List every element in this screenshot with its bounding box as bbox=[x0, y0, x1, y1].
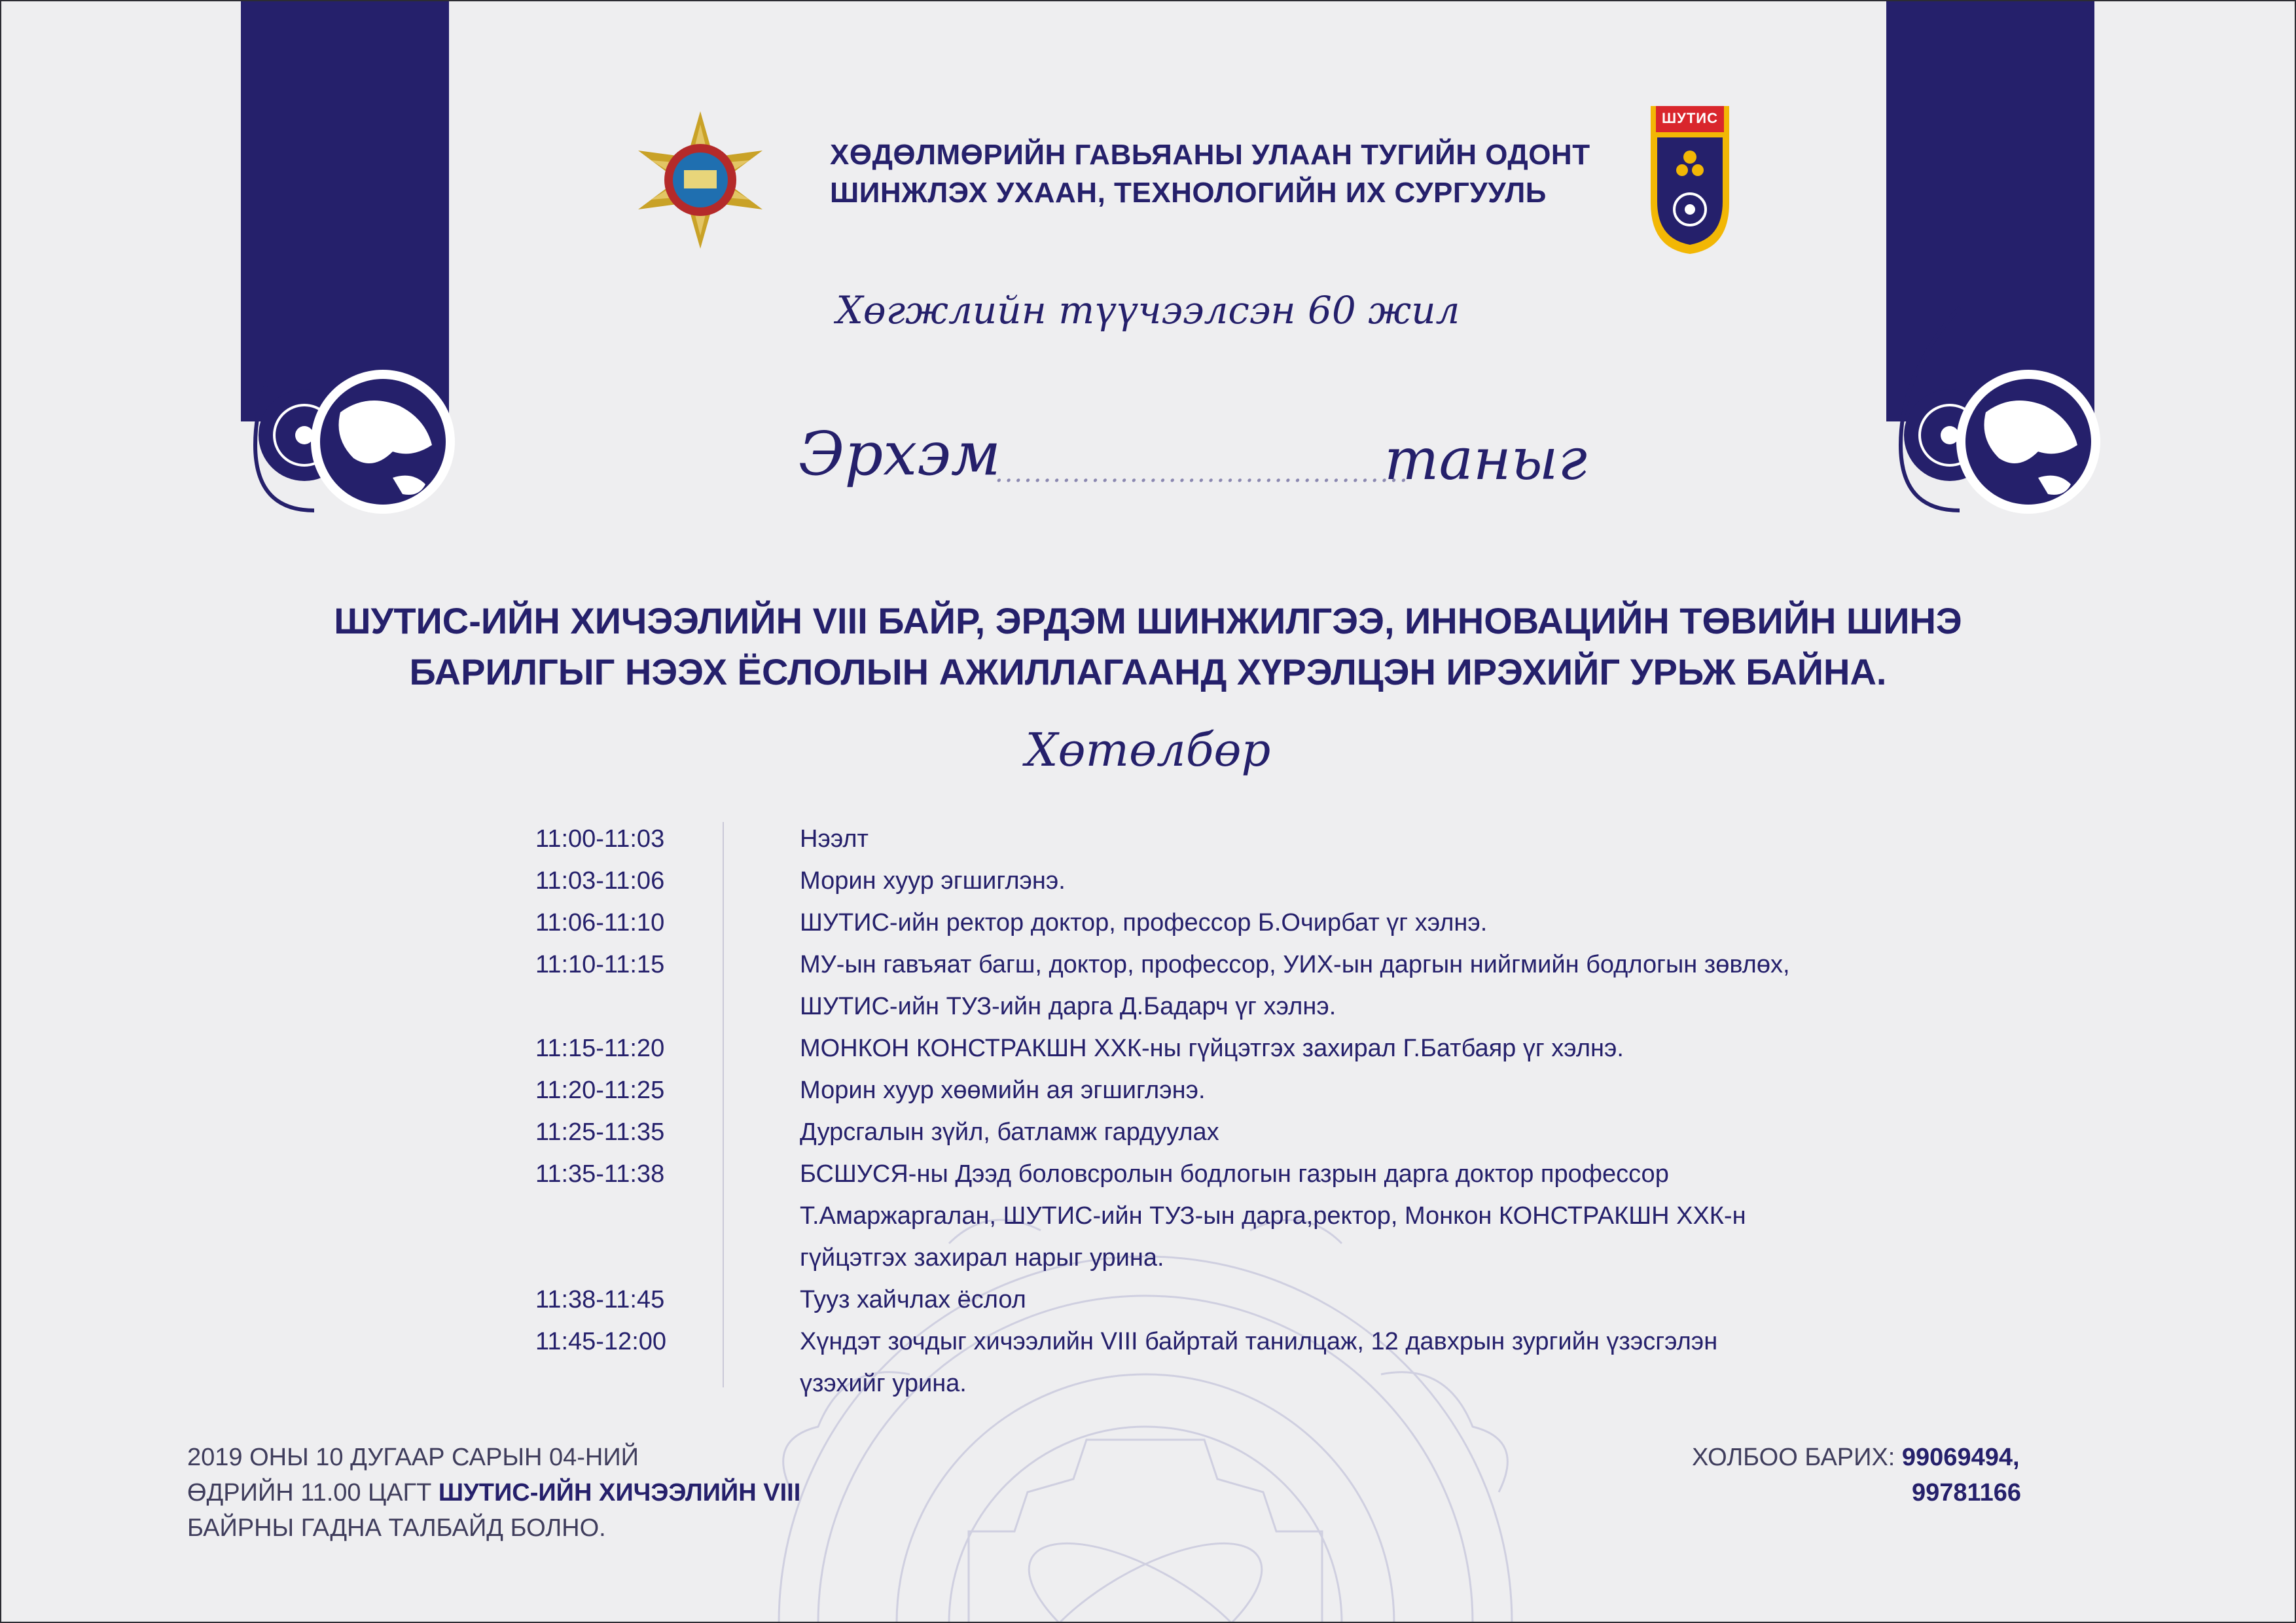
schedule-description-line: Морин хуур эгшиглэнэ. bbox=[800, 867, 1066, 895]
contact-phone2: 99781166 bbox=[1912, 1479, 2021, 1507]
contact-label: ХОЛБОО БАРИХ: bbox=[1692, 1444, 1902, 1471]
schedule-time: 11:15-11:20 bbox=[535, 1035, 665, 1062]
schedule-description-line: Дурсгалын зүйл, батламж гардуулах bbox=[800, 1118, 1219, 1146]
schedule-description-line: гүйцэтгэх захирал нарыг урина. bbox=[800, 1244, 1164, 1272]
schedule-description-line: Т.Амаржаргалан, ШУТИС-ийн ТУЗ-ын дарга,ректор, Монкон КОНСТРАКШН ХХК-н bbox=[800, 1202, 1746, 1230]
event-date: 2019 ОНЫ 10 ДУГААР САРЫН 04-НИЙ bbox=[187, 1444, 639, 1471]
schedule-time: 11:00-11:03 bbox=[535, 825, 665, 853]
schedule-description-line: МОНКОН КОНСТРАКШН ХХК-ны гүйцэтгэх захирал Г.Батбаяр үг хэлнэ. bbox=[800, 1035, 1624, 1062]
logo-text: ШУТИС bbox=[1662, 110, 1718, 126]
event-building: ШУТИС-ИЙН ХИЧЭЭЛИЙН VIII bbox=[438, 1479, 801, 1507]
event-time: ӨДРИЙН 11.00 ЦАГТ bbox=[187, 1479, 439, 1507]
schedule-time: 11:35-11:38 bbox=[535, 1160, 665, 1188]
schedule-time: 11:20-11:25 bbox=[535, 1077, 665, 1104]
schedule-time: 11:45-12:00 bbox=[535, 1328, 667, 1355]
schedule-description-line: ШУТИС-ийн ректор доктор, профессор Б.Очирбат үг хэлнэ. bbox=[800, 909, 1488, 936]
schedule-description-line: Нээлт bbox=[800, 825, 869, 853]
invitation-line1: ШУТИС-ИЙН ХИЧЭЭЛИЙН VIII БАЙР, ЭРДЭМ ШИНЖИЛГЭЭ, ИННОВАЦИЙН ТӨВИЙН ШИНЭ bbox=[334, 600, 1962, 641]
schedule-time: 11:06-11:10 bbox=[535, 909, 665, 936]
schedule-description-line: Тууз хайчлах ёслол bbox=[800, 1286, 1026, 1313]
contact-phone1: 99069494, bbox=[1901, 1444, 2020, 1471]
schedule-time: 11:25-11:35 bbox=[535, 1118, 665, 1146]
schedule-description-line: МУ-ын гавъяат багш, доктор, профессор, УИХ-ын даргын нийгмийн бодлогын зөвлөх, bbox=[800, 951, 1790, 978]
program-title: Хөтөлбөр bbox=[1025, 723, 1271, 777]
schedule-description-line: ШУТИС-ийн ТУЗ-ийн дарга Д.Бадарч үг хэлнэ. bbox=[800, 993, 1336, 1020]
tagline: Хөгжлийн түүчээлсэн 60 жил bbox=[836, 288, 1460, 332]
invitation-line2: БАРИЛГЫГ НЭЭХ ЁСЛОЛЫН АЖИЛЛАГААНД ХҮРЭЛЦЭН ИРЭХИЙГ УРЬЖ БАЙНА. bbox=[409, 651, 1887, 692]
schedule-time: 11:03-11:06 bbox=[535, 867, 665, 895]
schedule-description-line: үзэхийг урина. bbox=[800, 1370, 967, 1397]
university-title-line2: ШИНЖЛЭХ УХААН, ТЕХНОЛОГИЙН ИХ СУРГУУЛЬ bbox=[830, 177, 1547, 209]
greeting-word1: Эрхэм bbox=[798, 419, 1001, 489]
name-blank: ........................................... bbox=[995, 458, 1409, 488]
schedule-time: 11:10-11:15 bbox=[535, 951, 665, 978]
greeting-word2: таныг bbox=[1384, 425, 1588, 493]
schedule-description-line: БСШУСЯ-ны Дээд боловсролын бодлогын газрын дарга доктор профессор bbox=[800, 1160, 1669, 1188]
schedule-description-line: Хүндэт зочдыг хичээлийн VIII байртай танилцаж, 12 давхрын зургийн үзэсгэлэн bbox=[800, 1328, 1718, 1355]
schedule-time: 11:38-11:45 bbox=[535, 1286, 665, 1313]
schedule-description-line: Морин хуур хөөмийн ая эгшиглэнэ. bbox=[800, 1077, 1206, 1104]
university-title-line1: ХӨДӨЛМӨРИЙН ГАВЬЯАНЫ УЛААН ТУГИЙН ОДОНТ bbox=[830, 139, 1590, 171]
event-location: БАЙРНЫ ГАДНА ТАЛБАЙД БОЛНО. bbox=[187, 1514, 606, 1542]
